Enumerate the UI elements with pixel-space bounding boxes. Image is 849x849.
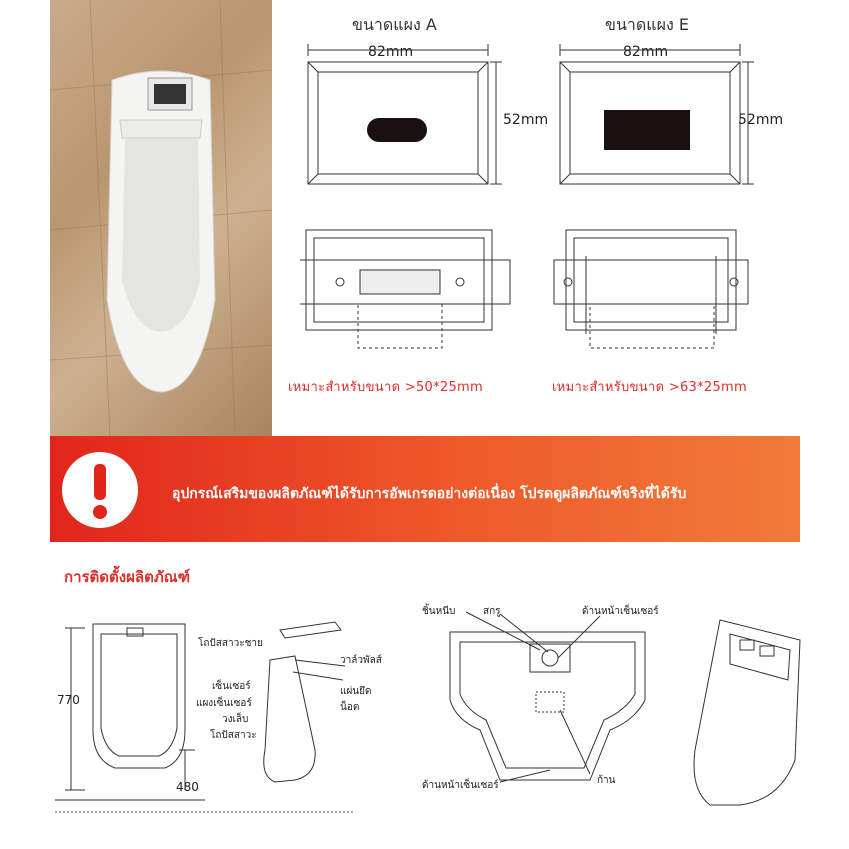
label-bracket: วงเล็บ [222, 714, 249, 725]
installation-title: การติดตั้งผลิตภัณฑ์ [64, 568, 191, 586]
panel-e-note: เหมาะสำหรับขนาด >63*25mm [552, 380, 747, 395]
label-clamp: ชิ้นหนีบ [422, 606, 456, 617]
label-mounting-plate: แผ่นยึด [340, 686, 372, 697]
product-photo [50, 0, 272, 436]
label-pulse-valve: วาล์วพัลส์ [340, 655, 382, 666]
panel-e-height: 52mm [738, 112, 784, 128]
banner-message: อุปกรณ์เสริมของผลิตภัณฑ์ได้รับการอัพเกรดอย่างต่อเนื่อง โปรดดูผลิตภัณฑ์จริงที่ได้รับ [172, 486, 687, 502]
urinal-photo-illustration [50, 0, 272, 436]
label-sensor: เซ็นเซอร์ [212, 681, 251, 692]
label-sensor-panel: แผงเซ็นเซอร์ [196, 698, 252, 709]
panel-a-title: ขนาดแผง A [352, 15, 437, 34]
panel-a-drawing [300, 38, 520, 358]
panel-a-height: 52mm [503, 112, 549, 128]
panel-e-drawing [552, 38, 772, 358]
panel-e-width: 82mm [623, 44, 669, 60]
exclamation-icon [58, 448, 142, 532]
panel-a-note: เหมาะสำหรับขนาด >50*25mm [288, 380, 483, 395]
height-floor-label: 480 [176, 780, 199, 794]
panel-e-title: ขนาดแผง E [605, 15, 689, 34]
label-rod: ก้าน [597, 775, 616, 786]
label-sensor-front-top: ด้านหน้าเซ็นเซอร์ [582, 606, 659, 617]
label-urinal-male: โถปัสสาวะชาย [198, 638, 263, 649]
label-sensor-front-bottom: ด้านหน้าเซ็นเซอร์ [422, 780, 499, 791]
label-urinal: โถปัสสาวะ [210, 730, 257, 741]
label-nut: น็อต [340, 702, 360, 713]
height-total-label: 770 [57, 693, 80, 707]
installation-section-diagram [440, 600, 810, 840]
label-screw: สกรู [483, 606, 501, 617]
panel-a-width: 82mm [368, 44, 414, 60]
